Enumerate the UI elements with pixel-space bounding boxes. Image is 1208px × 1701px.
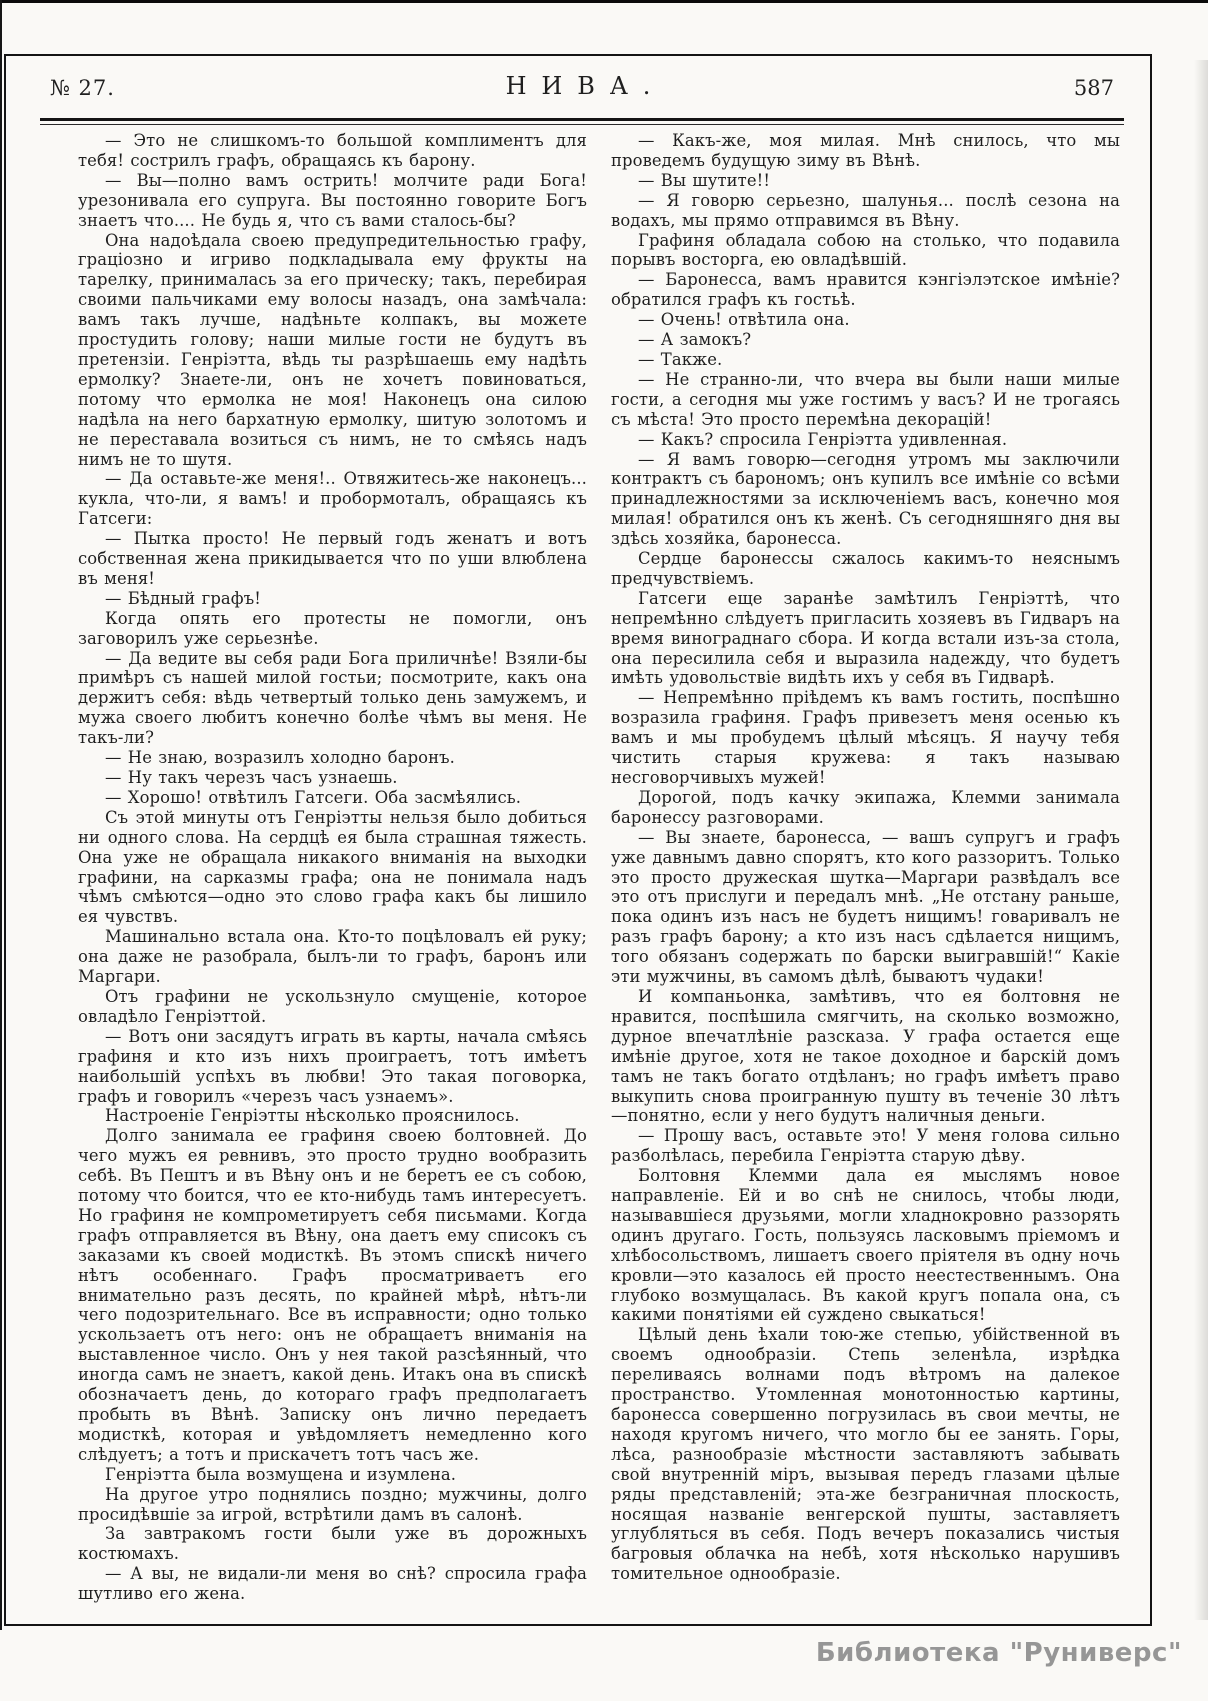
paragraph: — Вы шутите!! [638,170,771,190]
paragraph: Гатсеги еще заранѣе замѣтилъ Генріэттѣ, что непремѣнно слѣдуетъ пригласить хозяевъ въ Гидваръ на время винограднаго сбора. И когда встали изъ-за стола, она пересилила себя и выразила надежду, что будетъ имѣть удовольствіе видѣть ихъ у себя въ Гидварѣ. [611,588,1120,688]
issue-number: № 27. [50,76,115,100]
paragraph: — Хорошо! отвѣтилъ Гатсеги. Оба засмѣялись. [105,787,522,807]
paragraph: — Вотъ они засядутъ играть въ карты, начала смѣясь графиня и кто изъ нихъ проиграетъ, тотъ имѣетъ наибольшій успѣхъ въ любви! Это такая поговорка, графъ и говорилъ «черезъ часъ узнаемъ». [78,1026,587,1106]
paragraph: И компаньонка, замѣтивъ, что ея болтовня не нравится, поспѣшила смягчить, на сколько возможно, дурное впечатлѣніе разсказа. У графа остается еще имѣніе другое, хотя не такое доходное и барскій домъ тамъ не такъ богато отдѣланъ; но графъ имѣетъ право выкупить снова проигранную пушту въ теченіе 30 лѣтъ—понятно, если у него будутъ наличныя деньги. [611,986,1120,1126]
paragraph: За завтракомъ гости были уже въ дорожныхъ костюмахъ. [78,1524,587,1564]
paragraph: — Бѣдный графъ! [105,588,261,608]
page-number: 587 [1073,76,1114,100]
right-text-column [611,131,1120,1613]
library-watermark: Библиотека "Руниверс" [815,1638,1182,1668]
paragraph: — Баронесса, вамъ нравится кэнгіэлэтское имѣніе? обратился графъ къ гостьѣ. [611,270,1120,310]
page-header [6,56,1150,114]
scan-left-edge-artifact [0,0,2,1630]
page-frame [4,54,1152,1626]
paragraph: — Вы—полно вамъ острить! молчите ради Бога! урезонивала его супруга. Вы постоянно говорите Богъ знаетъ что.... Не будь я, что съ вами сталось-бы? [78,170,587,230]
paragraph: Графиня обладала собою на столько, что подавила порывъ восторга, ею овладѣвшій. [611,230,1120,270]
paragraph: Цѣлый день ѣхали тою-же степью, убійственной въ своемъ однообразіи. Степь зеленѣла, изрѣдка переливаясь волнами подъ вѣтромъ на далекое пространство. Утомленная монотонностью картины, баронесса совершенно погрузилась въ свои мечты, не находя кругомъ ничего, что могло бы ее занять. Горы, лѣса, разнообразіе мѣстности заставляютъ забывать свой внутренній міръ, вызывая передъ глазами цѣлые ряды представленій; эта-же безграничная плоскость, носящая названіе венгерской пушты, заставляетъ углубляться въ себя. Подъ вечеръ показались чистыя багровыя облачка на небѣ, хотя нѣсколько нарушивъ томительное однообразіе. [611,1325,1120,1584]
paragraph: — Не знаю, возразилъ холодно баронъ. [105,748,455,768]
paragraph: Когда опять его протесты не помогли, онъ заговорилъ уже серьезнѣе. [78,608,587,648]
paragraph: Она надоѣдала своею предупредительностью графу, граціозно и игриво подкладывала ему фрукты на тарелку, принималась за его прическу; такъ, перебирая своими пальчиками ему волосы назадъ, она замѣчала: вамъ такъ лучше, надѣньте колпакъ, вы можете простудить голову; наши милые гости не будутъ въ претензіи. Генріэтта, вѣдь ты разрѣшаешь ему надѣть ермолку? Знаете-ли, онъ не хочетъ повиноваться, потому что ермолка не моя! Наконецъ она силою надѣла на него бархатную ермолку, шитую золотомъ и не переставала возиться съ нимъ, не то смѣясь надъ нимъ не то шутя. [78,230,587,469]
paragraph: — Прошу васъ, оставьте это! У меня голова сильно разболѣлась, перебила Генріэтта старую дѣву. [611,1126,1120,1166]
paragraph: Съ этой минуты отъ Генріэтты нельзя было добиться ни одного слова. На сердцѣ ея была страшная тяжесть. Она уже не обращала никакого вниманія на выходки графини, на сарказмы графа; она не понимала надъ чѣмъ смѣются—одно это слово графа какъ бы лишило ея чувствъ. [78,807,587,927]
paragraph: — Вы знаете, баронесса, — вашъ супругъ и графъ уже давнымъ давно спорятъ, кто кого раззоритъ. Только это просто дружеская шутка—Маргари развѣдалъ все это отъ прислуги и передалъ мнѣ. „Не отстану раньше, пока одинъ изъ насъ не будетъ нищимъ! говаривалъ не разъ графъ барону; а кто изъ насъ сдѣлается нищимъ, того обязанъ содержать по барски выигравшій!“ Какіе эти мужчины, въ самомъ дѣлѣ, бываютъ чудаки! [611,827,1120,987]
paragraph: Машинально встала она. Кто-то поцѣловалъ ей руку; она даже не разобрала, былъ-ли то графъ, баронъ или Маргари. [78,927,587,987]
text-body [6,125,1150,1613]
paragraph: — Какъ-же, моя милая. Мнѣ снилось, что мы проведемъ будущую зиму въ Вѣнѣ. [611,131,1120,170]
paragraph: Настроеніе Генріэтты нѣсколько прояснилось. [105,1106,520,1126]
paragraph: Генріэтта была возмущена и изумлена. [105,1464,457,1484]
paragraph: — Также. [638,349,723,369]
paragraph: На другое утро поднялись поздно; мужчины, долго просидѣвшіе за игрой, встрѣтили дамъ въ салонѣ. [78,1484,587,1524]
paragraph: — Пытка просто! Не первый годъ женатъ и вотъ собственная жена прикидывается что по уши влюблена въ меня! [78,529,587,588]
paragraph: Дорогой, подъ качку экипажа, Клемми занимала баронессу разговорами. [611,787,1120,827]
paragraph: — А вы, не видали-ли меня во снѣ? спросила графа шутливо его жена. [78,1564,587,1604]
paragraph: — Непремѣнно пріѣдемъ къ вамъ гостить, поспѣшно возразила графиня. Графъ привезетъ меня осенью къ вамъ и мы пробудемъ цѣлый мѣсяцъ. Я научу тебя чистить старыя кружева: я такъ называю несговорчивыхъ мужей! [611,688,1120,787]
paragraph: — Это не слишкомъ-то большой комплиментъ для тебя! сострилъ графъ, обращаясь къ барону. [78,131,587,170]
paragraph: — Я вамъ говорю—сегодня утромъ мы заключили контрактъ съ барономъ; онъ купилъ все имѣніе со всѣми принадлежностями за исключеніемъ васъ, конечно моя милая! обратился онъ къ женѣ. Съ сегодняшняго дня вы здѣсь хозяйка, баронесса. [611,449,1120,549]
paragraph: Болтовня Клемми дала ея мыслямъ новое направленіе. Ей и во снѣ не снилось, чтобы люди, называвшіеся друзьями, могли хладнокровно раззорять одинъ другаго. Гость, пользуясь ласковымъ пріемомъ и хлѣбосольствомъ, лишаетъ своего пріятеля въ одну ночь кровли—это казалось ей просто неестественнымъ. Она глубоко возмущалась. Въ какой кругъ попала она, съ какими понятіями ей суждено свыкаться! [611,1166,1120,1325]
paragraph: — Ну такъ черезъ часъ узнаешь. [105,768,398,787]
scan-top-edge-artifact [0,0,1208,3]
header-divider-rule [40,118,1124,125]
paragraph: Сердце баронессы сжалось какимъ-то неяснымъ предчувствіемъ. [611,549,1120,588]
paragraph: — Очень! отвѣтила она. [638,310,850,330]
magazine-masthead: НИВА. [505,72,666,100]
paragraph: — Да ведите вы себя ради Бога приличнѣе! Взяли-бы примѣръ съ нашей милой гостьи; посмотрите, какъ она держитъ себя: вѣдь четвертый только день замужемъ, и мужа своего любитъ конечно болѣе чѣмъ вы меня. Не такъ-ли? [78,648,587,748]
paragraph: — Какъ? спросила Генріэтта удивленная. [638,429,1008,449]
paragraph: Долго занимала ее графиня своею болтовней. До чего мужъ ея ревнивъ, это просто трудно вообразить себѣ. Въ Пештъ и въ Вѣну онъ и не беретъ ее съ собою, потому что боится, что ее кто-нибудь тамъ интересуетъ. Но графиня не компрометируетъ себя письмами. Когда графъ отправляется въ Вѣну, она даетъ ему списокъ съ заказами къ своей модисткѣ. Въ этомъ спискѣ ничего нѣтъ особеннаго. Графъ просматриваетъ его внимательно разъ десять, по крайней мѣрѣ, нѣтъ-ли чего подозрительнаго. Все въ исправности; одно только ускользаетъ отъ него: онъ не обращаетъ вниманія на выставленное число. Онъ у нея такой разсѣянный, что иногда самъ не знаетъ, какой день. Итакъ она въ спискѣ обозначаетъ день, до котораго графъ предполагаетъ пробыть въ Вѣнѣ. Записку онъ лично передаетъ модисткѣ, которая и увѣдомляетъ немедленно кого слѣдуетъ; а тотъ и прискачетъ тотъ часъ же. [78,1126,587,1464]
paragraph: — Не странно-ли, что вчера вы были наши милые гости, а сегодня мы уже гостимъ у васъ? И не трогаясь съ мѣста! Это просто перемѣна декорацій! [611,369,1120,429]
paragraph: — Да оставьте-же меня!.. Отвяжитесь-же наконецъ... кукла, что-ли, я вамъ! и пробормоталъ, обращаясь къ Гатсеги: [78,469,587,529]
paragraph: — А замокъ? [638,330,752,350]
paragraph: Отъ графини не ускользнуло смущеніе, которое овладѣло Генріэттой. [78,986,587,1026]
scan-right-edge-shadow [1194,60,1208,1620]
left-text-column [78,131,587,1613]
paragraph: — Я говорю серьезно, шалунья... послѣ сезона на водахъ, мы прямо отправимся въ Вѣну. [611,190,1120,230]
